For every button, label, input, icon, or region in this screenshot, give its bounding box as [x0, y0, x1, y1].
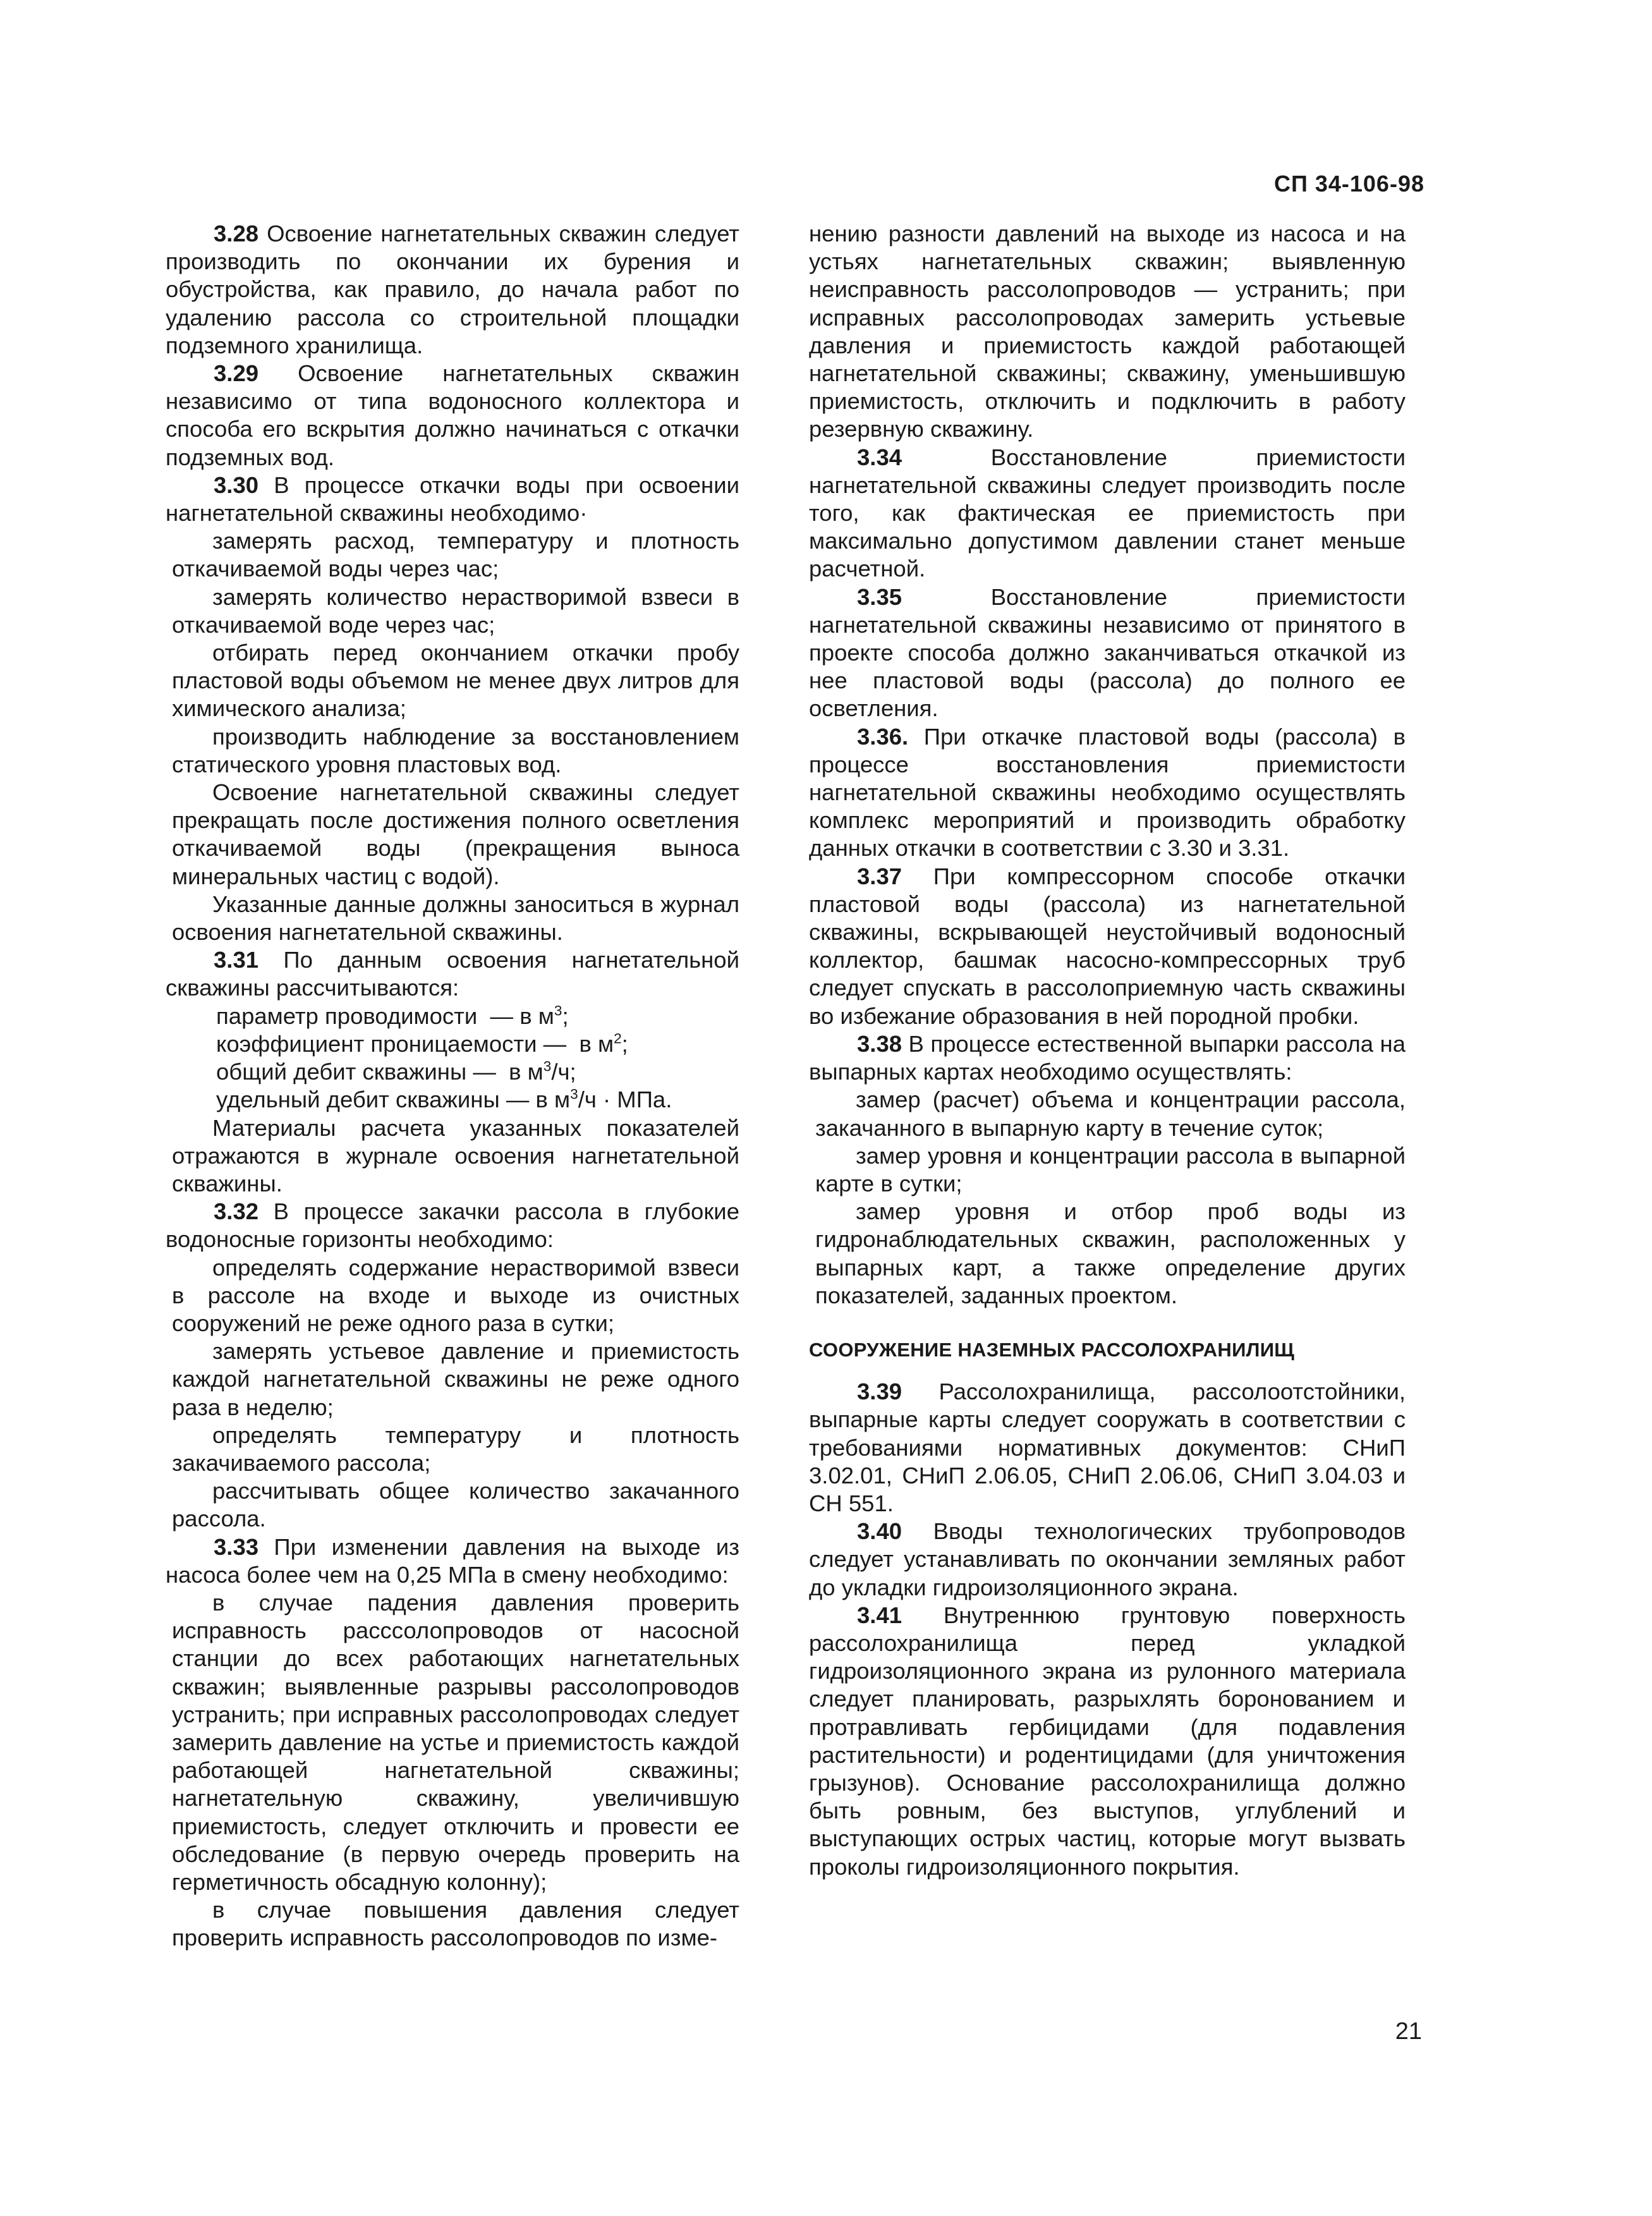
right-column: [809, 220, 1406, 1881]
paragraph-3-36: [809, 723, 1406, 863]
paragraph-3-28: [166, 220, 739, 360]
paragraph: Материалы расчета указанных показателей отражаются в журнале освоения нагнетательной скважины.: [172, 1114, 739, 1196]
paragraph-3-30: [166, 472, 739, 527]
clause-text: Освоение нагнетательных скважин следует производить по окончании их бурения и обустройства, как правило, до начала работ по удалению рассола со строительной площадки подземного хранилища.: [166, 221, 739, 358]
list-item: определять содержание нерастворимой взвеси в рассоле на входе и выходе из очистных сооружений не реже одного раза в сутки;: [172, 1254, 739, 1336]
clause-number: 3.35: [857, 583, 902, 610]
paragraph-3-33: [166, 1533, 739, 1589]
list-item: замерять расход, температуру и плотность откачиваемой воды через час;: [172, 528, 739, 582]
section-heading: СООРУЖЕНИЕ НАЗЕМНЫХ РАССОЛОХРАНИЛИЩ: [809, 1338, 1295, 1361]
clause-number: 3.31: [214, 947, 259, 973]
list-item: рассчитывать общее количество закачанного рассола.: [172, 1478, 739, 1532]
list-item: производить наблюдение за восстановлением статического уровня пластовых вод.: [172, 723, 739, 777]
clause-text: По данным освоения нагнетательной скважины рассчитываются:: [166, 947, 739, 1001]
clause-number: 3.38: [857, 1030, 902, 1057]
clause-text: Освоение нагнетательных скважин независимо от типа водоносного коллектора и способа его вскрытия должно начинаться с откачки подземных вод.: [166, 360, 739, 470]
paragraph-3-29: [166, 360, 739, 472]
paragraph-3-38: [809, 1030, 1406, 1086]
clause-text: Внутреннюю грунтовую поверхность рассолохранилища перед укладкой гидроизоляционного экрана из рулонного материала следует планировать, разрыхлять боронованием и протравливать гербицидами (для подавления растительности) и родентицидами (для уничтожения грызунов). Основание рассолохранилища должно быть ровным, без выступов, углублений и выступающих острых частиц, которые могут вызвать проколы гидроизоляционного покрытия.: [809, 1602, 1406, 1880]
page-number: 21: [1395, 2018, 1422, 2045]
clause-number: 3.41: [857, 1602, 902, 1628]
clause-number: 3.29: [214, 360, 259, 387]
document-code-header: СП 34-106-98: [1273, 171, 1424, 197]
clause-text: Вводы технологических трубопроводов следует устанавливать по окончании земляных работ до укладки гидроизоляционного экрана.: [809, 1518, 1406, 1600]
paragraph-3-31: [166, 946, 739, 1002]
paragraph: Освоение нагнетательной скважины следует прекращать после достижения полного осветления откачиваемой воды (прекращения выноса минеральных частиц с водой).: [172, 779, 739, 889]
clause-text: В процессе естественной выпарки рассола на выпарных картах необходимо осуществлять:: [809, 1030, 1406, 1085]
list-item: замер (расчет) объема и концентрации рассола, закачанного в выпарную карту в течение суток;: [815, 1087, 1406, 1141]
clause-text: Рассолохранилища, рассолоотстойники, выпарные карты следует сооружать в соответствии с требованиями нормативных документов: СНиП 3.02.01, СНиП 2.06.05, СНиП 2.06.06, СНиП 3.04.03 и СН 551.: [809, 1379, 1406, 1516]
left-column: [166, 220, 739, 1952]
paragraph-3-34: [809, 444, 1406, 583]
list-item: замерять устьевое давление и приемистость каждой нагнетательной скважины не реже одного раза в неделю;: [172, 1338, 739, 1420]
list-item: в случае повышения давления следует проверить исправность рассолопроводов по изме-: [172, 1897, 739, 1951]
clause-text: В процессе откачки воды при освоении нагнетательной скважины необходимо·: [166, 472, 739, 527]
paragraph-3-37: [809, 863, 1406, 1030]
list-item: замер уровня и концентрации рассола в выпарной карте в сутки;: [815, 1142, 1406, 1196]
paragraph-continuation: нению разности давлений на выходе из насоса и на устьях нагнетательных скважин; выявленную неисправность рассолопроводов — устранить; при исправных рассолопроводах замерить устьевые давления и приемистость каждой работающей нагнетательной скважины; скважину, уменьшившую приемистость, отключить и подключить в работу резервную скважину.: [809, 221, 1406, 442]
clause-text: При компрессорном способе откачки пластовой воды (рассола) из нагнетательной скважины, вскрывающей неустойчивый водоносный коллектор, башмак насосно-компрессорных труб следует спускать в рассолоприемную часть скважины во избежание образования в ней породной пробки.: [809, 863, 1406, 1029]
list-item: отбирать перед окончанием откачки пробу пластовой воды объемом не менее двух литров для химического анализа;: [172, 640, 739, 722]
paragraph-3-39: [809, 1378, 1406, 1518]
clause-number: 3.28: [214, 221, 259, 247]
parameter-line: коэффициент проницаемости — в $м^2$;: [216, 1030, 628, 1057]
parameter-line: общий дебит скважины — в $м^3/ч$;: [216, 1058, 576, 1085]
list-item: замерять количество нерастворимой взвеси в откачиваемой воде через час;: [172, 583, 739, 638]
list-item: замер уровня и отбор проб воды из гидронаблюдательных скважин, расположенных у выпарных карт, а также определение других показателей, заданных проектом.: [815, 1198, 1406, 1308]
paragraph-3-41: [809, 1602, 1406, 1881]
clause-number: 3.33: [214, 1533, 259, 1560]
paragraph-3-32: [166, 1198, 739, 1253]
parameter-line: параметр проводимости — в $м^3$;: [216, 1002, 569, 1029]
paragraph: Указанные данные должны заноситься в журнал освоения нагнетательной скважины.: [172, 891, 739, 946]
clause-number: 3.37: [857, 863, 902, 889]
parameter-line: удельный дебит скважины — в $м^3/ч$ · МПа.: [216, 1086, 672, 1113]
paragraph-3-40: [809, 1518, 1406, 1602]
clause-text: В процессе закачки рассола в глубокие водоносные горизонты необходимо:: [166, 1198, 739, 1253]
paragraph-3-35: [809, 583, 1406, 723]
clause-number: 3.32: [214, 1198, 259, 1225]
list-item: определять температуру и плотность закачиваемого рассола;: [172, 1422, 739, 1476]
clause-text: При изменении давления на выходе из насоса более чем на 0,25 МПа в смену необходимо:: [166, 1533, 739, 1588]
list-item: в случае падения давления проверить исправность расссолопроводов от насосной станции до всех работающих нагнетательных скважин; выявленные разрывы рассолопроводов устранить; при исправных рассолопроводах следует замерить давление на устье и приемистость каждой работающей нагнетательной скважины; нагнетательную скважину, увеличившую приемистость, следует отключить и провести ее обследование (в первую очередь проверить на герметичность обсадную колонну);: [172, 1589, 739, 1895]
clause-number: 3.36.: [857, 723, 909, 750]
clause-number: 3.40: [857, 1518, 902, 1545]
clause-text: Восстановление приемистости нагнетательной скважины независимо от принятого в проекте способа должно заканчиваться откачкой из нее пластовой воды (рассола) до полного ее осветления.: [809, 583, 1406, 722]
clause-number: 3.39: [857, 1379, 902, 1405]
clause-text: Восстановление приемистости нагнетательной скважины следует производить после того, как фактическая ее приемистость при максимально допустимом давлении станет меньше расчетной.: [809, 444, 1406, 582]
clause-text: При откачке пластовой воды (рассола) в процессе восстановления приемистости нагнетательной скважины необходимо осуществлять комплекс мероприятий и производить обработку данных откачки в соответствии с 3.30 и 3.31.: [809, 723, 1406, 861]
clause-number: 3.34: [857, 444, 902, 470]
clause-number: 3.30: [214, 472, 259, 498]
